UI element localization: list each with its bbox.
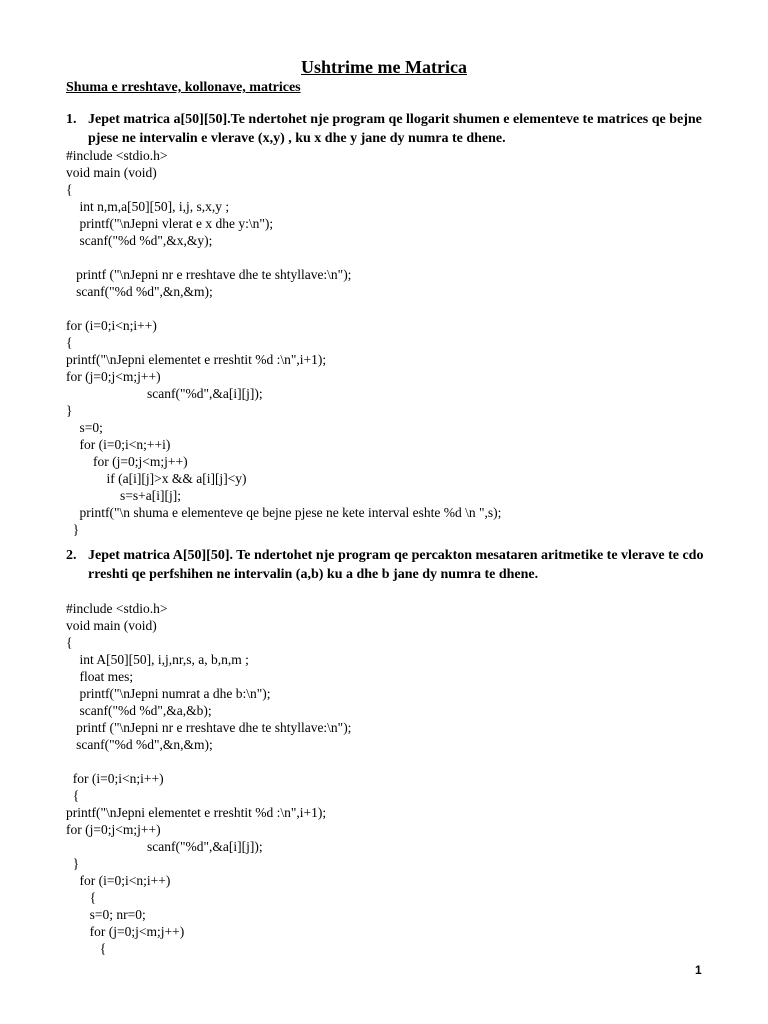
code-line: printf("\nJepni vlerat e x dhe y:\n"); [66,216,274,231]
code-line: void main (void) [66,165,157,180]
document-title: Ushtrime me Matrica [301,57,467,77]
exercise-2-code [66,600,351,957]
exercise-number: 2. [66,548,77,563]
code-line: scanf("%d %d",&n,&m); [66,284,213,299]
code-line: int n,m,a[50][50], i,j, s,x,y ; [66,199,230,214]
code-line: printf ("\nJepni nr e rreshtave dhe te shtyllave:\n"); [66,267,352,282]
code-line: } [66,522,80,537]
code-line: int A[50][50], i,j,nr,s, a, b,n,m ; [66,652,249,667]
exercise-2-statement [66,546,716,584]
section-subtitle: Shuma e rreshtave, kollonave, matrices [66,80,301,95]
code-line: printf("\n shuma e elementeve qe bejne pjese ne kete interval eshte %d \n ",s); [66,505,502,520]
code-line: for (i=0;i<n;i++) [66,771,164,786]
exercise-1-statement [66,110,716,148]
code-line: if (a[i][j]>x && a[i][j]<y) [66,471,247,486]
code-line: printf("\nJepni elementet e rreshtit %d :\n",i+1); [66,352,327,367]
code-line: { [66,890,97,905]
code-line: scanf("%d %d",&n,&m); [66,737,213,752]
code-line: scanf("%d",&a[i][j]); [66,839,263,854]
code-line: { [66,941,107,956]
code-line [66,249,501,266]
code-line: for (j=0;j<m;j++) [66,924,185,939]
code-line [66,753,351,770]
code-line: scanf("%d %d",&x,&y); [66,233,213,248]
code-line: printf("\nJepni elementet e rreshtit %d :\n",i+1); [66,805,327,820]
code-line: for (j=0;j<m;j++) [66,822,161,837]
code-line: { [66,788,80,803]
code-line: #include <stdio.h> [66,148,168,163]
code-line: for (i=0;i<n;++i) [66,437,171,452]
code-line: s=0; [66,420,103,435]
code-line: scanf("%d",&a[i][j]); [66,386,263,401]
code-line: printf ("\nJepni nr e rreshtave dhe te shtyllave:\n"); [66,720,352,735]
code-line: } [66,403,73,418]
code-line: s=0; nr=0; [66,907,146,922]
code-line: s=s+a[i][j]; [66,488,181,503]
code-line: } [66,856,80,871]
code-line: #include <stdio.h> [66,601,168,616]
exercise-1-code [66,147,501,538]
exercise-text: Jepet matrica A[50][50]. Te ndertohet nje program qe percakton mesataren aritmetike te vlerave te cdo rreshti qe perfshihen ne intervalin (a,b) ku a dhe b jane dy numra te dhene. [88,548,704,582]
code-line: for (i=0;i<n;i++) [66,318,157,333]
code-line: { [66,635,73,650]
exercise-text: Jepet matrica a[50][50].Te ndertohet nje program qe llogarit shumen e elementeve te matrices qe bejne pjese ne intervalin e vlerave (x,y) , ku x dhe y jane dy numra te dhene. [88,112,702,146]
page-number: 1 [695,963,702,977]
code-line [66,300,501,317]
code-line: float mes; [66,669,134,684]
code-line: { [66,182,73,197]
code-line: for (j=0;j<m;j++) [66,369,161,384]
code-line: for (i=0;i<n;i++) [66,873,171,888]
code-line: printf("\nJepni numrat a dhe b:\n"); [66,686,271,701]
code-line: scanf("%d %d",&a,&b); [66,703,212,718]
code-line: for (j=0;j<m;j++) [66,454,188,469]
exercise-number: 1. [66,112,77,127]
code-line: { [66,335,73,350]
code-line: void main (void) [66,618,157,633]
